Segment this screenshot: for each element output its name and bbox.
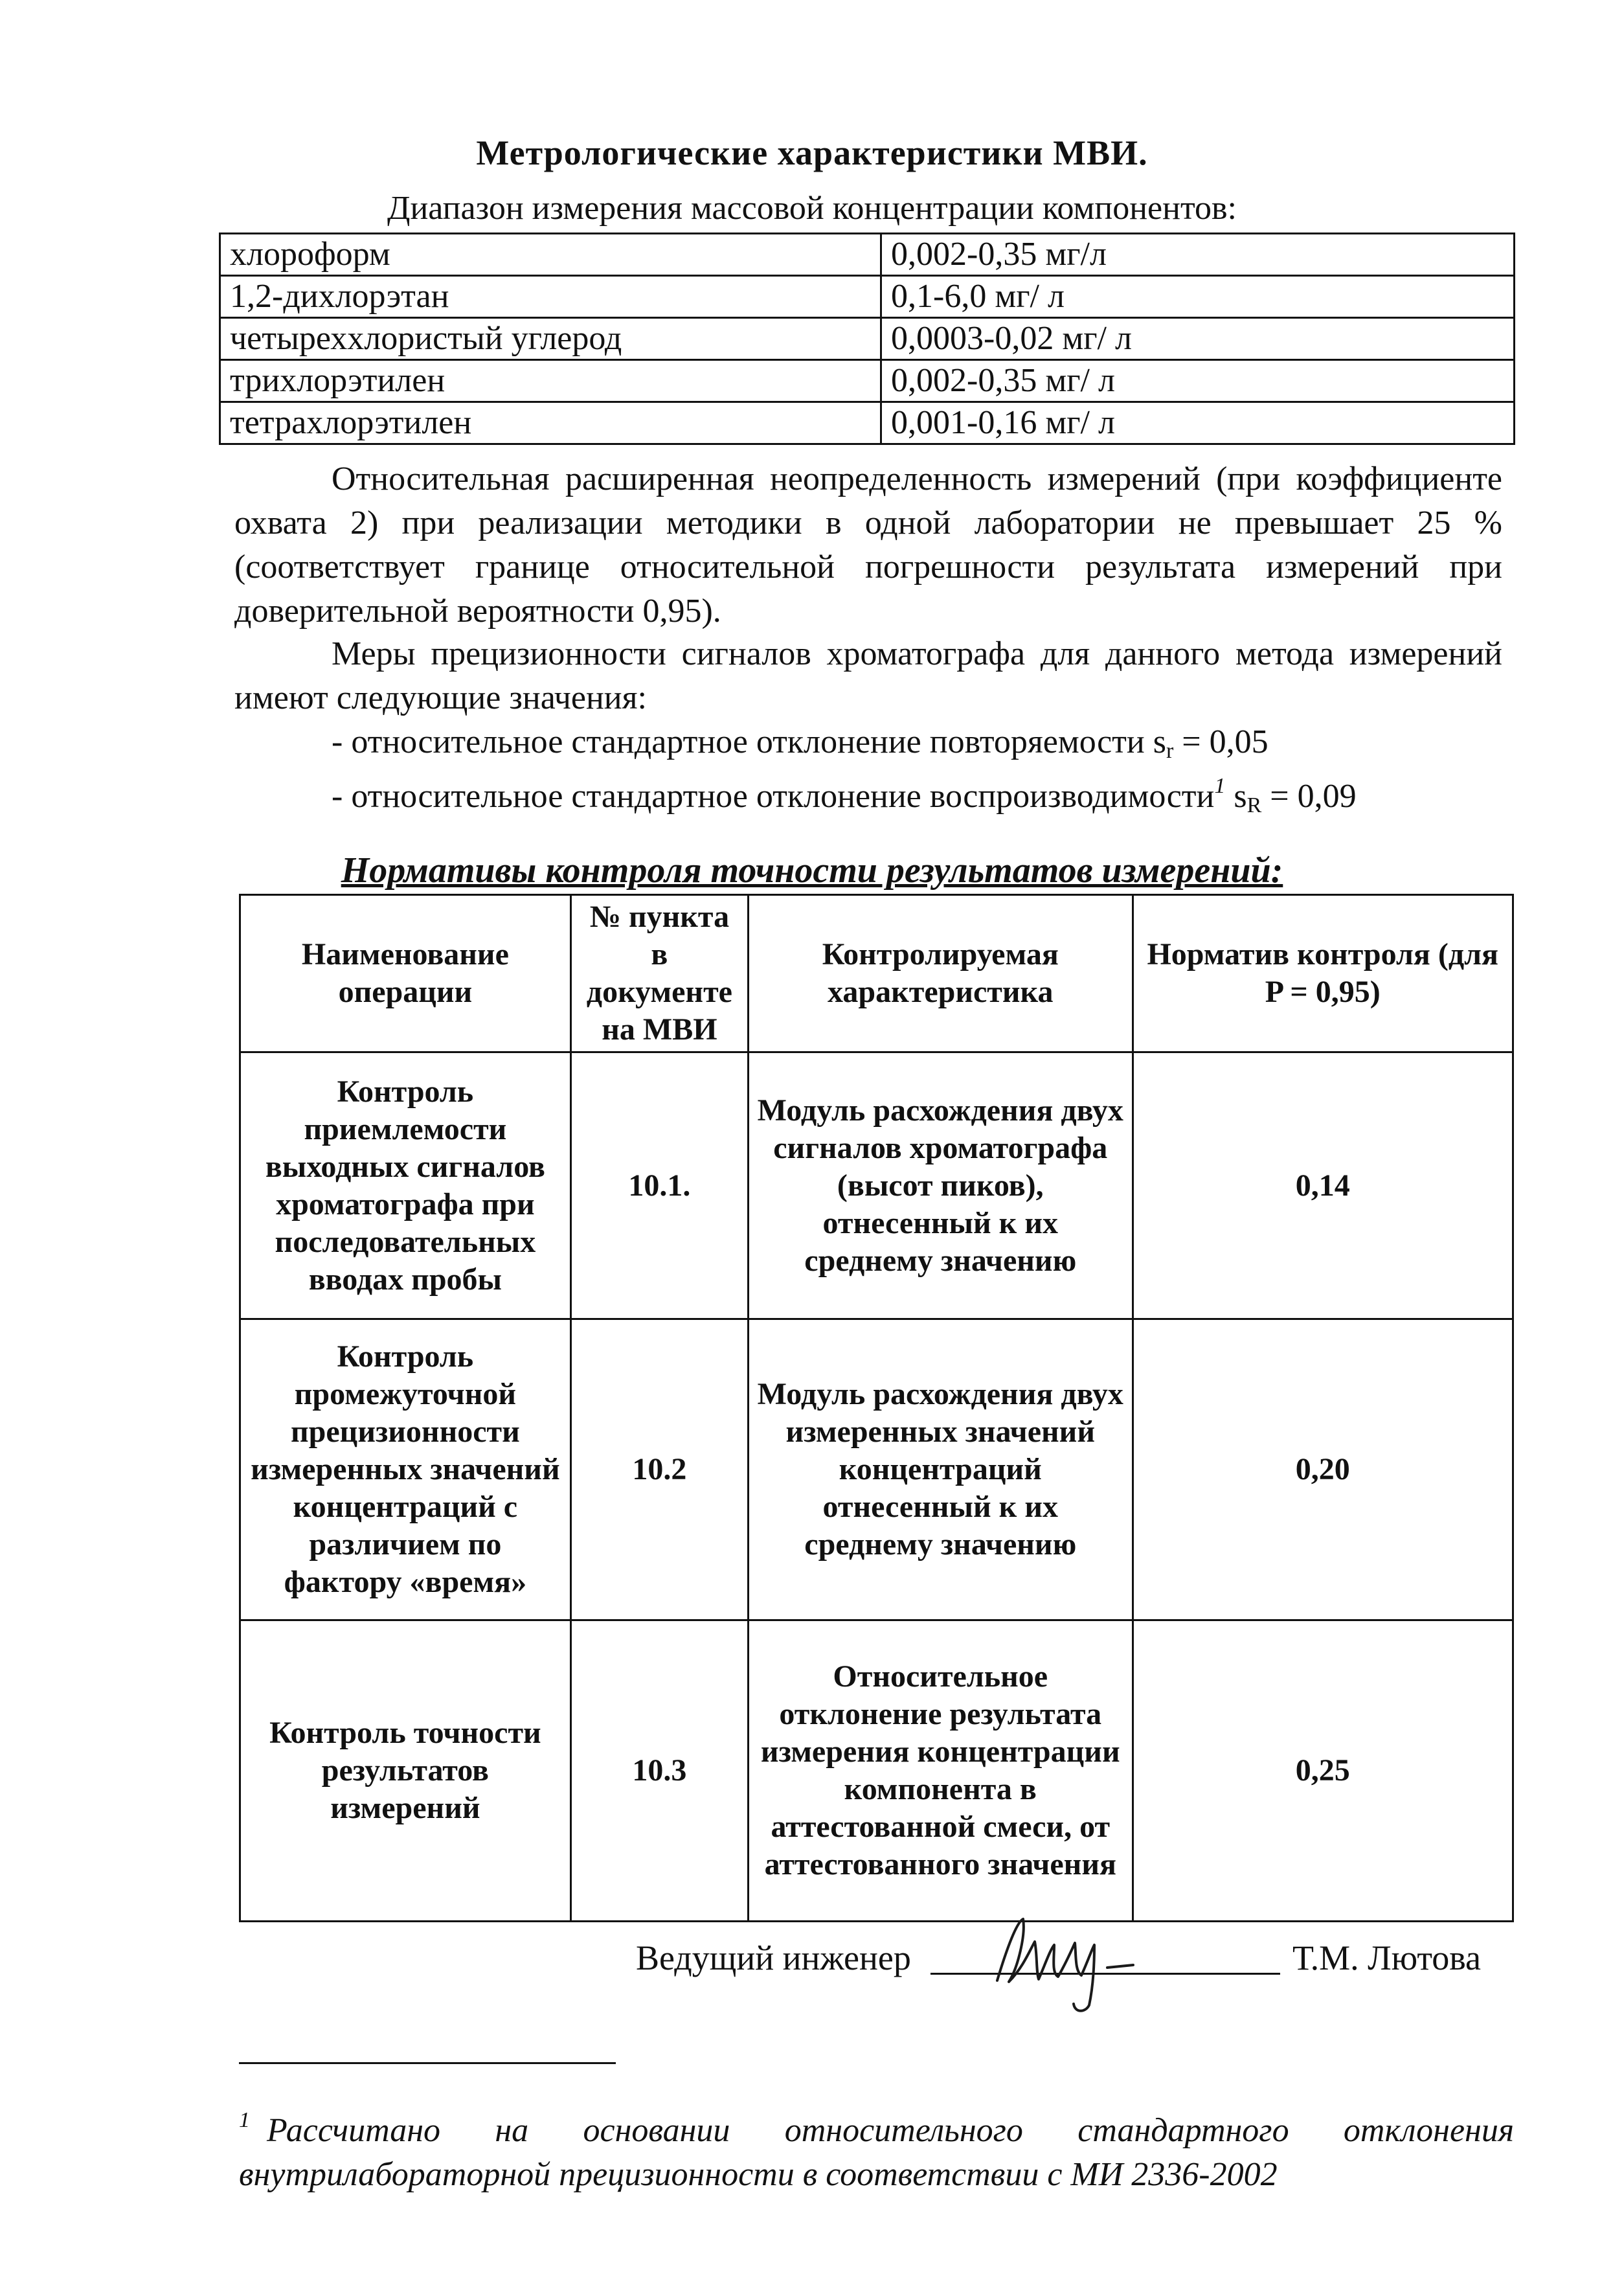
norm-cell: 0,14 xyxy=(1133,1052,1513,1319)
component-cell: тетрахлорэтилен xyxy=(220,402,881,444)
footnote-text: Рассчитано на основании относительного стандартного отклонения внутрилабораторной прецизионности в соответствии с МИ 2336-2002 xyxy=(239,2112,1514,2193)
table-row xyxy=(240,1052,1513,1319)
range-cell: 0,001-0,16 мг/ л xyxy=(881,402,1515,444)
footnote-divider xyxy=(239,2062,616,2064)
precision-text: Меры прецизионности сигналов хроматографа для данного метода измерений имеют следующие значения: xyxy=(234,635,1502,716)
header-cell: Наименование операции xyxy=(240,895,571,1052)
range-cell: 0,1-6,0 мг/ л xyxy=(881,276,1515,318)
handwritten-signature xyxy=(978,1909,1146,2019)
repeatability-text: - относительное стандартное отклонение повторяемости s xyxy=(332,723,1166,760)
component-cell: хлороформ xyxy=(220,234,881,276)
norm-cell: 0,20 xyxy=(1133,1319,1513,1620)
header-cell: Контролируемая характеристика xyxy=(749,895,1133,1052)
footnote xyxy=(239,2098,1514,2197)
header-cell: № пункта в документе на МВИ xyxy=(570,895,748,1052)
precision-paragraph xyxy=(234,632,1502,720)
characteristic-cell: Относительное отклонение результата измерения концентрации компонента в аттестованной смеси, от аттестованного значения xyxy=(749,1620,1133,1922)
norm-cell: 0,25 xyxy=(1133,1620,1513,1922)
component-cell: четыреххлористый углерод xyxy=(220,318,881,360)
operation-cell: Контроль промежуточной прецизионности измеренных значений концентраций с различием по фактору «время» xyxy=(240,1319,571,1620)
page-title: Метрологические характеристики МВИ. xyxy=(476,133,1148,172)
table-header-row xyxy=(240,895,1513,1052)
component-cell: 1,2-дихлорэтан xyxy=(220,276,881,318)
range-cell: 0,002-0,35 мг/л xyxy=(881,234,1515,276)
uncertainty-text: Относительная расширенная неопределенность измерений (при коэффициенте охвата 2) при реализации методики в одной лаборатории не превышает 25 % (соответствует границе относительной погрешности результата измерений при доверительной вероятности 0,95). xyxy=(234,460,1502,630)
table-row xyxy=(220,360,1515,402)
reproducibility-value: = 0,09 xyxy=(1261,778,1357,815)
reproducibility-subscript: R xyxy=(1246,793,1262,817)
header-cell: Норматив контроля (для P = 0,95) xyxy=(1133,895,1513,1052)
table-row xyxy=(240,1319,1513,1620)
table-row xyxy=(220,318,1515,360)
uncertainty-paragraph xyxy=(234,457,1502,633)
table-row xyxy=(220,402,1515,444)
operation-cell: Контроль приемлемости выходных сигналов хроматографа при последовательных вводах пробы xyxy=(240,1052,571,1319)
table-row xyxy=(220,234,1515,276)
component-cell: трихлорэтилен xyxy=(220,360,881,402)
characteristic-cell: Модуль расхождения двух измеренных значений концентраций отнесенный к их среднему значению xyxy=(749,1319,1133,1620)
ranges-table xyxy=(219,233,1515,445)
clause-cell: 10.1. xyxy=(570,1052,748,1319)
signatory-position: Ведущий инженер xyxy=(636,1938,911,1977)
reproducibility-symbol: s xyxy=(1225,778,1247,815)
clause-cell: 10.3 xyxy=(570,1620,748,1922)
table-row xyxy=(240,1620,1513,1922)
operation-cell: Контроль точности результатов измерений xyxy=(240,1620,571,1922)
footnote-number: 1 xyxy=(239,2108,250,2132)
repeatability-subscript: r xyxy=(1166,739,1174,763)
table-row xyxy=(220,276,1515,318)
norms-heading: Нормативы контроля точности результатов измерений: xyxy=(341,850,1283,891)
clause-cell: 10.2 xyxy=(570,1319,748,1620)
characteristic-cell: Модуль расхождения двух сигналов хроматографа (высот пиков), отнесенный к их среднему значению xyxy=(749,1052,1133,1319)
range-cell: 0,002-0,35 мг/ л xyxy=(881,360,1515,402)
repeatability-value: = 0,05 xyxy=(1173,723,1269,760)
footnote-mark: 1 xyxy=(1214,774,1226,798)
reproducibility-item xyxy=(332,764,1357,828)
range-cell: 0,0003-0,02 мг/ л xyxy=(881,318,1515,360)
range-heading: Диапазон измерения массовой концентрации компонентов: xyxy=(387,190,1237,227)
norms-table xyxy=(239,894,1514,1922)
reproducibility-text: - относительное стандартное отклонение воспроизводимости xyxy=(332,778,1215,815)
signatory-name: Т.М. Лютова xyxy=(1292,1938,1481,1977)
